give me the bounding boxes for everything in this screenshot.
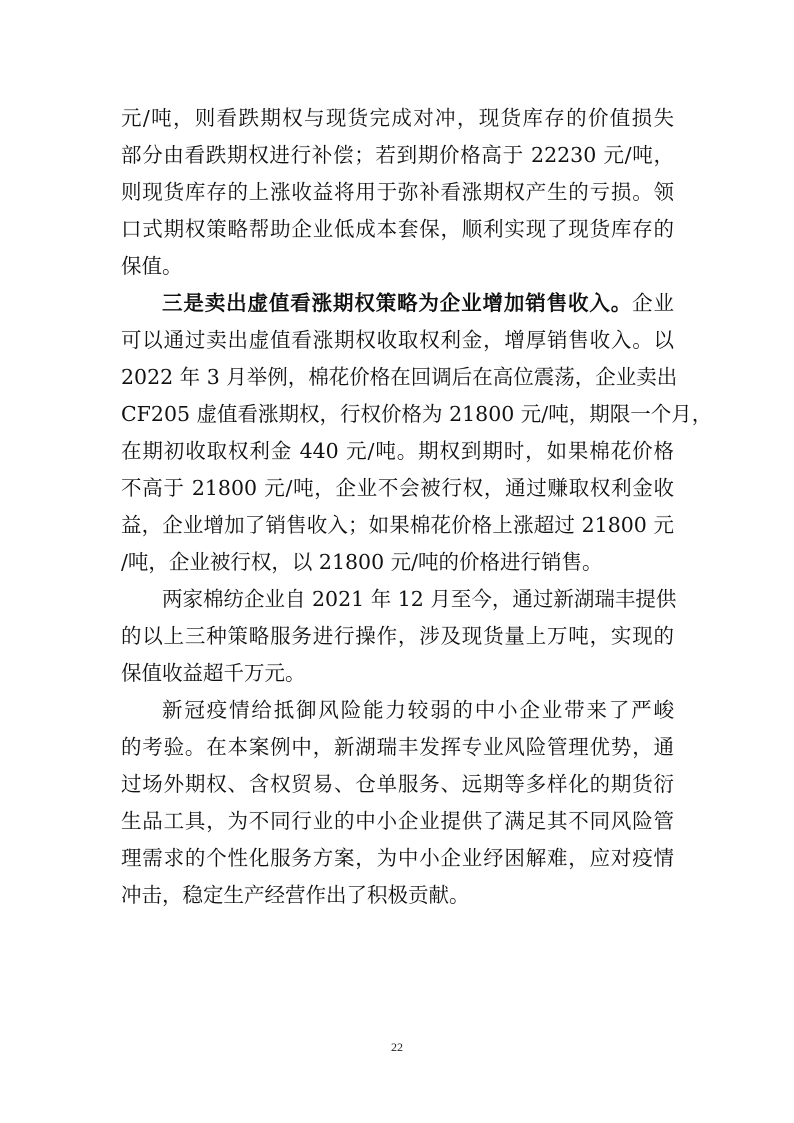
- text-line: 在期初收取权利金 440 元/吨。期权到期时，如果棉花价格: [121, 439, 674, 463]
- text-line: 2022 年 3 月举例，棉花价格在回调后在高位震荡，企业卖出: [121, 365, 678, 389]
- text-line: 新冠疫情给抵御风险能力较弱的中小企业带来了严峻: [162, 698, 674, 722]
- text-line: 的以上三种策略服务进行操作，涉及现货量上万吨，实现的: [121, 624, 674, 648]
- paragraph-results: [121, 581, 677, 692]
- paragraph-covered-call-strategy: [121, 285, 713, 581]
- text-line: 不高于 21800 元/吨，企业不会被行权，通过赚取权利金收: [121, 476, 674, 500]
- text-line: 的考验。在本案例中，新湖瑞丰发挥专业风险管理优势，通: [121, 735, 674, 759]
- text-line: 保值收益超千万元。: [121, 661, 306, 685]
- text-line: 生品工具，为不同行业的中小企业提供了满足其不同风险管: [121, 809, 674, 833]
- document-body: [121, 100, 713, 914]
- text-line: 可以通过卖出虚值看涨期权收取权利金，增厚销售收入。以: [121, 328, 674, 352]
- text-line: 两家棉纺企业自 2021 年 12 月至今，通过新湖瑞丰提供: [162, 587, 677, 611]
- text-line: 冲击，稳定生产经营作出了积极贡献。: [121, 883, 470, 907]
- paragraph-heading: 三是卖出虚值看涨期权策略为企业增加销售收入。: [162, 291, 633, 315]
- text-line: 理需求的个性化服务方案，为中小企业纾困解难，应对疫情: [121, 846, 674, 870]
- page-number: 22: [391, 1040, 403, 1054]
- text-line: 保值。: [121, 254, 183, 278]
- text-line: CF205 虚值看涨期权，行权价格为 21800 元/吨，期限一个月，: [121, 402, 713, 426]
- text-line: 元/吨，则看跌期权与现货完成对冲，现货库存的价值损失: [121, 106, 674, 130]
- text-line: 则现货库存的上涨收益将用于弥补看涨期权产生的亏损。领: [121, 180, 674, 204]
- text-line: 口式期权策略帮助企业低成本套保，顺利实现了现货库存的: [121, 217, 674, 241]
- text-line: 部分由看跌期权进行补偿；若到期价格高于 22230 元/吨，: [121, 143, 674, 167]
- text-line: /吨，企业被行权，以 21800 元/吨的价格进行销售。: [121, 550, 603, 574]
- text-line: 过场外期权、含权贸易、仓单服务、远期等多样化的期货衍: [121, 772, 674, 796]
- text-line: [121, 285, 674, 322]
- heading-line-rest: 企业: [632, 291, 675, 315]
- paragraph-conclusion: [121, 692, 674, 914]
- paragraph-collar-strategy-end: [121, 100, 674, 285]
- text-line: 益，企业增加了销售收入；如果棉花价格上涨超过 21800 元: [121, 513, 674, 537]
